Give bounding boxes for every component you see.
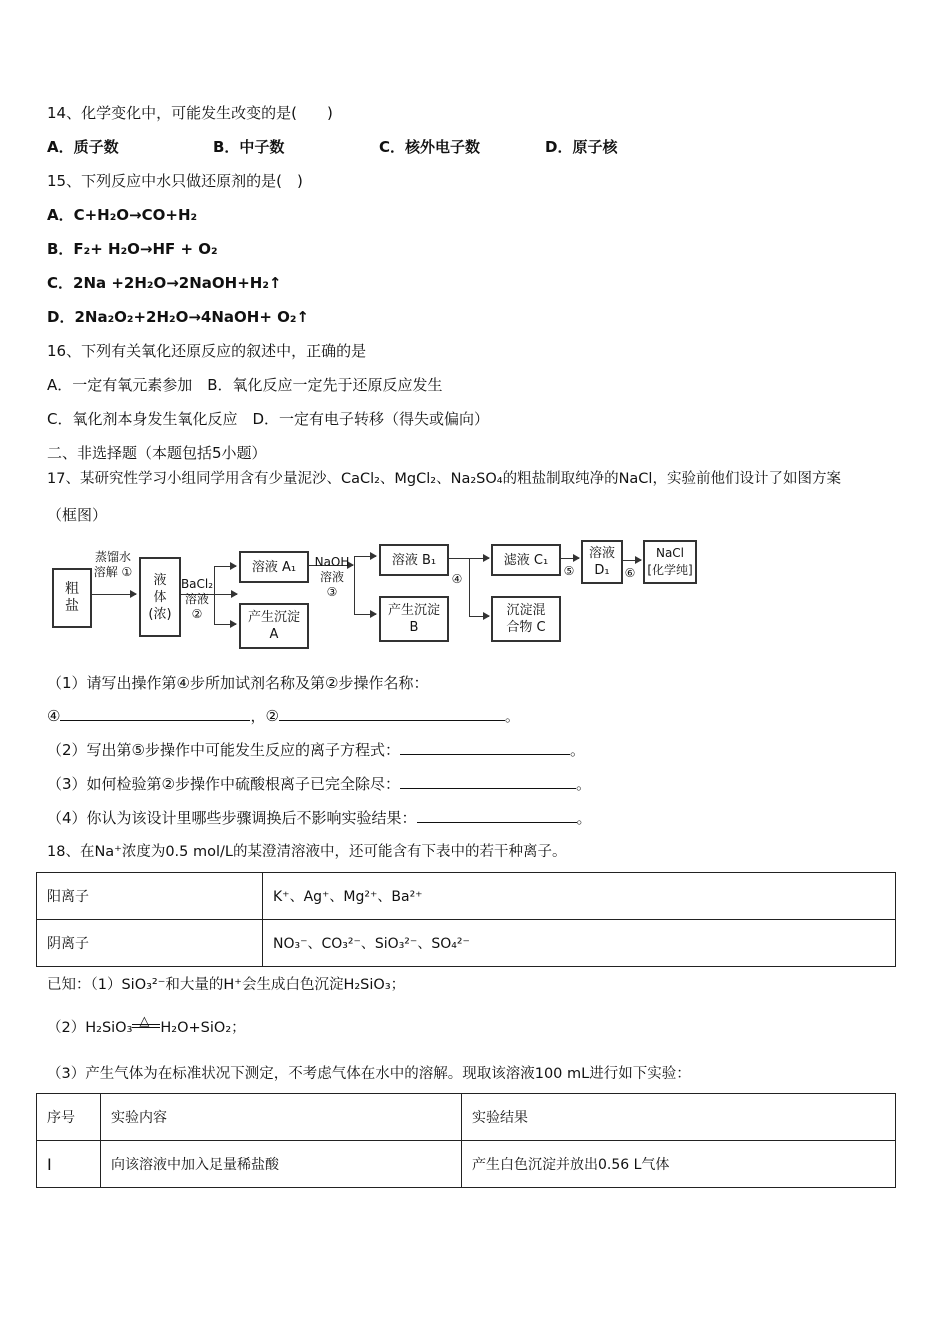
q18-known-1: 已知：（1）SiO₃²⁻和大量的H⁺会生成白色沉淀H₂SiO₃； bbox=[47, 977, 406, 993]
experiment-header-cell: 实验内容 bbox=[101, 1094, 462, 1141]
q17-part4-text: （4）你认为该设计里哪些步骤调换后不影响实验结果： bbox=[47, 809, 417, 827]
q17-part3-text: （3）如何检验第②步操作中硫酸根离子已完全除尽： bbox=[47, 775, 400, 793]
flow-branch-line-1 bbox=[214, 566, 215, 624]
experiment-cell: 向该溶液中加入足量稀盐酸 bbox=[101, 1141, 462, 1188]
flow-box-liquid: 液 体 (浓) bbox=[139, 557, 181, 637]
q14-option-b: B．中子数 bbox=[213, 138, 285, 156]
flow-label-dissolve: 蒸馏水 溶解 ① bbox=[93, 550, 133, 579]
q15-option-c: C．2Na +2H₂O→2NaOH+H₂↑ bbox=[47, 274, 282, 292]
experiment-header-cell: 实验结果 bbox=[462, 1094, 896, 1141]
flow-box-precipitate-a: 产生沉淀 A bbox=[239, 603, 309, 649]
experiment-table-row bbox=[37, 1141, 896, 1188]
q14-option-c: C．核外电子数 bbox=[379, 138, 481, 156]
q17-part2-text: （2）写出第⑤步操作中可能发生反应的离子方程式： bbox=[47, 741, 400, 759]
ion-table-cell: 阳离子 bbox=[37, 873, 263, 920]
q16-options-line1: A．一定有氧元素参加 B．氧化反应一定先于还原反应发生 bbox=[47, 376, 443, 394]
q17-stem: 17、某研究性学习小组同学用含有少量泥沙、CaCl₂、MgCl₂、Na₂SO₄的粗盐制取纯净的NaCl，实验前他们设计了如图方案 bbox=[47, 471, 841, 487]
q18-stem: 18、在Na⁺浓度为0.5 mol/L的某澄清溶液中，还可能含有下表中的若干种离子。 bbox=[47, 844, 567, 860]
flow-arrow-4 bbox=[447, 558, 489, 559]
q17-step4-blank[interactable] bbox=[60, 706, 250, 721]
q17-part4-end: 。 bbox=[576, 809, 592, 827]
flow-box-solution-d1: 溶液 D₁ bbox=[581, 540, 623, 584]
ion-table bbox=[36, 872, 896, 967]
experiment-table-header bbox=[37, 1094, 896, 1141]
q14-stem: 14、化学变化中，可能发生改变的是( ) bbox=[47, 104, 333, 122]
ion-table-cell: NO₃⁻、CO₃²⁻、SiO₃²⁻、SO₄²⁻ bbox=[263, 920, 896, 967]
ion-table-row bbox=[37, 920, 896, 967]
q17-part1-answer bbox=[47, 706, 520, 726]
flow-label-step5: ⑤ bbox=[563, 564, 575, 578]
q16-options-line2: C．氧化剂本身发生氧化反应 D．一定有电子转移（得失或偏向） bbox=[47, 410, 490, 428]
q15-option-d: D．2Na₂O₂+2H₂O→4NaOH+ O₂↑ bbox=[47, 308, 310, 326]
flow-label-bacl2: BaCl₂ 溶液 ② bbox=[180, 577, 214, 621]
q15-option-b: B．F₂+ H₂O→HF + O₂ bbox=[47, 240, 218, 258]
flow-box-precipitate-c: 沉淀混 合物 C bbox=[491, 596, 561, 642]
q17-step2-label: ，② bbox=[250, 707, 279, 725]
flow-box-solution-a1: 溶液 A₁ bbox=[239, 551, 309, 583]
flow-arrow-4b bbox=[469, 616, 489, 617]
q15-stem: 15、下列反应中水只做还原剂的是( ) bbox=[47, 172, 303, 190]
q17-step4-label: ④ bbox=[47, 707, 61, 725]
q17-part2 bbox=[47, 740, 585, 760]
section-heading: 二、非选择题（本题包括5小题） bbox=[47, 444, 267, 462]
experiment-header-cell: 序号 bbox=[37, 1094, 101, 1141]
flow-arrow-2b bbox=[214, 624, 236, 625]
q15-option-a: A．C+H₂O→CO+H₂ bbox=[47, 206, 198, 224]
q18-known-2-right: H₂O+SiO₂； bbox=[160, 1020, 246, 1036]
flow-box-solution-b1: 溶液 B₁ bbox=[379, 544, 449, 576]
flow-box-crude-salt: 粗 盐 bbox=[52, 568, 92, 628]
q14-option-a: A．质子数 bbox=[47, 138, 119, 156]
flow-arrow-3b bbox=[354, 614, 376, 615]
q17-part3-end: 。 bbox=[576, 775, 592, 793]
flow-label-step4: ④ bbox=[451, 572, 463, 586]
flow-arrow-2a bbox=[214, 566, 236, 567]
flow-arrow-1 bbox=[90, 594, 136, 595]
q17-step2-blank[interactable] bbox=[279, 706, 505, 721]
flow-arrow-6 bbox=[621, 560, 641, 561]
flow-box-nacl: NaCl [化学纯] bbox=[643, 540, 697, 584]
flow-label-step6: ⑥ bbox=[624, 566, 636, 580]
q17-part1: （1）请写出操作第④步所加试剂名称及第②步操作名称： bbox=[47, 674, 429, 692]
flow-label-naoh: NaOH 溶液 ③ bbox=[314, 555, 350, 599]
experiment-table bbox=[36, 1093, 896, 1188]
experiment-cell: Ⅰ bbox=[37, 1141, 101, 1188]
q18-known-2-left: （2）H₂SiO₃ bbox=[47, 1020, 133, 1036]
q14-options bbox=[47, 137, 617, 157]
flow-arrow-3a bbox=[354, 556, 376, 557]
q18-known-2 bbox=[47, 1014, 246, 1038]
flow-branch-line-3 bbox=[469, 558, 470, 616]
q17-part4 bbox=[47, 808, 592, 828]
flow-branch-line-2 bbox=[354, 556, 355, 614]
q17-part2-end: 。 bbox=[570, 741, 586, 759]
q17-part3 bbox=[47, 774, 591, 794]
q17-part1-end: 。 bbox=[504, 707, 520, 725]
flow-box-filtrate-c1: 滤液 C₁ bbox=[491, 544, 561, 576]
q14-option-d: D．原子核 bbox=[545, 138, 618, 156]
ion-table-cell: 阴离子 bbox=[37, 920, 263, 967]
ion-table-cell: K⁺、Ag⁺、Mg²⁺、Ba²⁺ bbox=[263, 873, 896, 920]
q16-stem: 16、下列有关氧化还原反应的叙述中，正确的是 bbox=[47, 342, 367, 360]
q17-part3-blank[interactable] bbox=[400, 774, 576, 789]
heat-triangle-icon: △ bbox=[139, 1014, 150, 1029]
flow-box-precipitate-b: 产生沉淀 B bbox=[379, 596, 449, 642]
q17-part2-blank[interactable] bbox=[400, 740, 570, 755]
q17-stem-cont: （框图） bbox=[47, 506, 108, 524]
experiment-cell: 产生白色沉淀并放出0.56 L气体 bbox=[462, 1141, 896, 1188]
flow-arrow-5 bbox=[559, 558, 579, 559]
q18-known-3: （3）产生气体为在标准状况下测定，不考虑气体在水中的溶解。现取该溶液100 mL进行如下实验： bbox=[47, 1066, 691, 1082]
ion-table-row bbox=[37, 873, 896, 920]
q17-part4-blank[interactable] bbox=[417, 808, 577, 823]
